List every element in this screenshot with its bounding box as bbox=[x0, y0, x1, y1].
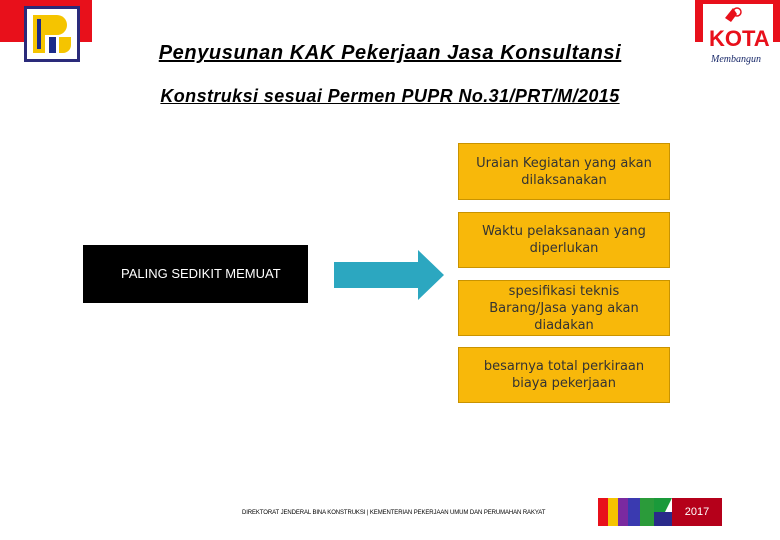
pupr-logo-icon bbox=[27, 9, 77, 59]
membangun-text: Membangun bbox=[711, 54, 761, 65]
kota-logo-icon bbox=[703, 4, 773, 68]
item-label-2: Waktu pelaksanaan yang diperlukan bbox=[482, 224, 646, 256]
footer-text: DIREKTORAT JENDERAL BINA KONSTRUKSI | KEMENTERIAN PEKERJAAN UMUM DAN PERUMAHAN RAKYAT bbox=[242, 510, 546, 516]
page-subtitle: Konstruksi sesuai Permen PUPR No.31/PRT/M/2015 bbox=[160, 86, 620, 106]
source-label: PALING SEDIKIT MEMUAT bbox=[121, 266, 281, 281]
item-box-3 bbox=[458, 280, 670, 336]
item-label-4: besarnya total perkiraan biaya pekerjaan bbox=[483, 359, 645, 391]
kota-text: KOTA bbox=[709, 26, 770, 51]
year-badge: 2017 bbox=[672, 498, 722, 526]
item-box-4 bbox=[458, 347, 670, 403]
item-label-3: spesifikasi teknis Barang/Jasa yang akan diadakan bbox=[489, 283, 639, 333]
right-arrow-icon bbox=[334, 250, 444, 300]
kota-membangun-logo bbox=[703, 4, 773, 68]
source-box bbox=[83, 245, 308, 303]
item-label-1: Uraian Kegiatan yang akan dilaksanakan bbox=[476, 155, 652, 188]
page-title: Penyusunan KAK Pekerjaan Jasa Konsultansi bbox=[158, 42, 622, 64]
pupr-logo bbox=[24, 6, 80, 62]
item-box-1 bbox=[458, 143, 670, 200]
item-box-2 bbox=[458, 212, 670, 268]
